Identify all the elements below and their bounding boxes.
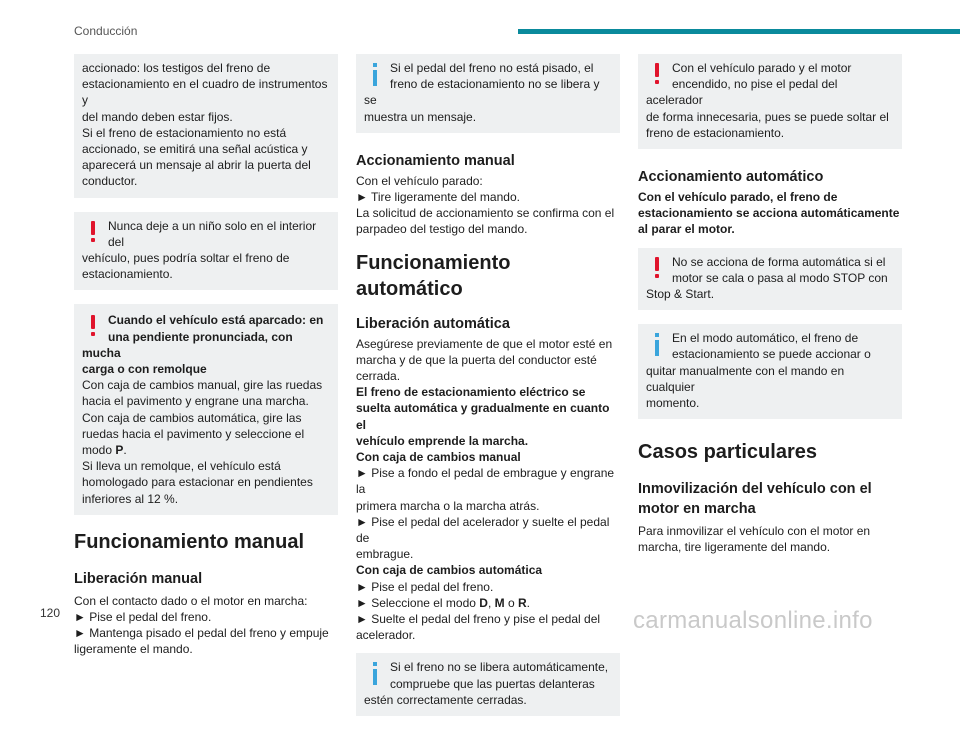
warning-icon: [82, 218, 108, 244]
watermark: carmanualsonline.info: [633, 607, 873, 634]
page-number: 120: [40, 606, 61, 620]
heading-liberacion-automatica: Liberación automática: [356, 315, 510, 332]
heading-funcionamiento-automatico: Funcionamiento automático: [356, 251, 511, 300]
column-3: [638, 54, 902, 556]
header-accent-bar: [518, 29, 960, 34]
column-2: [356, 54, 620, 730]
info-icon: [364, 60, 390, 86]
warning-icon: [82, 312, 108, 338]
warning-icon: [646, 60, 672, 86]
heading-liberacion-manual: Liberación manual: [74, 570, 203, 587]
text-liberacion-automatica: Asegúrese previamente de que el motor esté en marcha y de que la puerta del conductor esté cerrada. El freno de estacionamiento eléctrico se suelta automática y gradualmente en cuanto el vehículo emprende la marcha. Con caja de cambios manual ► Pise a fondo el pedal de embrague y engrane la primera marcha o la marcha atrás. ► Pise el pedal del acelerador y suelte el pedal de embrague. Con caja de cambios automática ► Pise el pedal del freno. ► Seleccione el modo D, M o R. ► Suelte el pedal del freno y pise el pedal del acelerador.: [356, 336, 615, 643]
heading-accionamiento-automatico: Accionamiento automático: [638, 169, 824, 186]
heading-casos-particulares: Casos particulares: [638, 441, 817, 464]
heading-inmovilizacion: Inmovilización del vehículo con el motor en marcha: [638, 481, 872, 518]
note-box-continued: accionado: los testigos del freno de estacionamiento en el cuadro de instrumentos y del mando deben estar fijos. Si el freno de estacionamiento no está accionado, se emitirá una señal acústica y aparecerá un mensaje al abrir la puerta del conductor.: [74, 54, 338, 198]
info-box-auto-mode: En el modo automático, el freno de estacionamiento se puede accionar o quitar manualmente con el mando en cualquier momento.: [638, 324, 902, 419]
heading-funcionamiento-manual: Funcionamiento manual: [74, 530, 305, 553]
warning-box-child: Nunca deje a un niño solo en el interior del vehículo, pues podría soltar el freno de estacionamiento.: [74, 212, 338, 291]
text-inmovilizacion: Para inmovilizar el vehículo con el motor en marcha, tire ligeramente del mando.: [638, 524, 871, 555]
info-box-pedal: Si el pedal del freno no está pisado, el freno de estacionamiento no se libera y se muestra un mensaje.: [356, 54, 620, 133]
text-accionamiento-automatico: Con el vehículo parado, el freno de estacionamiento se acciona automáticamente al parar el motor.: [638, 190, 900, 237]
info-icon: [646, 330, 672, 356]
column-1: [74, 54, 338, 658]
heading-accionamiento-manual: Accionamiento manual: [356, 152, 515, 169]
warning-box-parking: Cuando el vehículo está aparcado: en una pendiente pronunciada, con mucha carga o con remolque Con caja de cambios manual, gire las ruedas hacia el pavimento y engrane una marcha. Con caja de cambios automática, gire las ruedas hacia el pavimento y seleccione el modo P. Si lleva un remolque, el vehículo está homologado para estacionar en pendientes inferiores al 12 %.: [74, 304, 338, 514]
text-accionamiento-manual: Con el vehículo parado: ► Tire ligeramente del mando. La solicitud de accionamiento se confirma con el parpadeo del testigo del mando.: [356, 173, 615, 237]
warning-icon: [646, 254, 672, 280]
info-icon: [364, 659, 390, 685]
text-liberacion-manual: Con el contacto dado o el motor en marcha: ► Pise el pedal del freno. ► Mantenga pisado el pedal del freno y empuje ligeramente el mando.: [74, 593, 329, 657]
section-title: Conducción: [74, 24, 138, 38]
info-box-doors: Si el freno no se libera automáticamente, compruebe que las puertas delanteras estén correctamente cerradas.: [356, 653, 620, 716]
warning-box-stop-start: No se acciona de forma automática si el motor se cala o pasa al modo STOP con Stop & Start.: [638, 248, 902, 311]
warning-box-accelerator: Con el vehículo parado y el motor encendido, no pise el pedal del acelerador de forma innecesaria, pues se puede soltar el freno de estacionamiento.: [638, 54, 902, 149]
